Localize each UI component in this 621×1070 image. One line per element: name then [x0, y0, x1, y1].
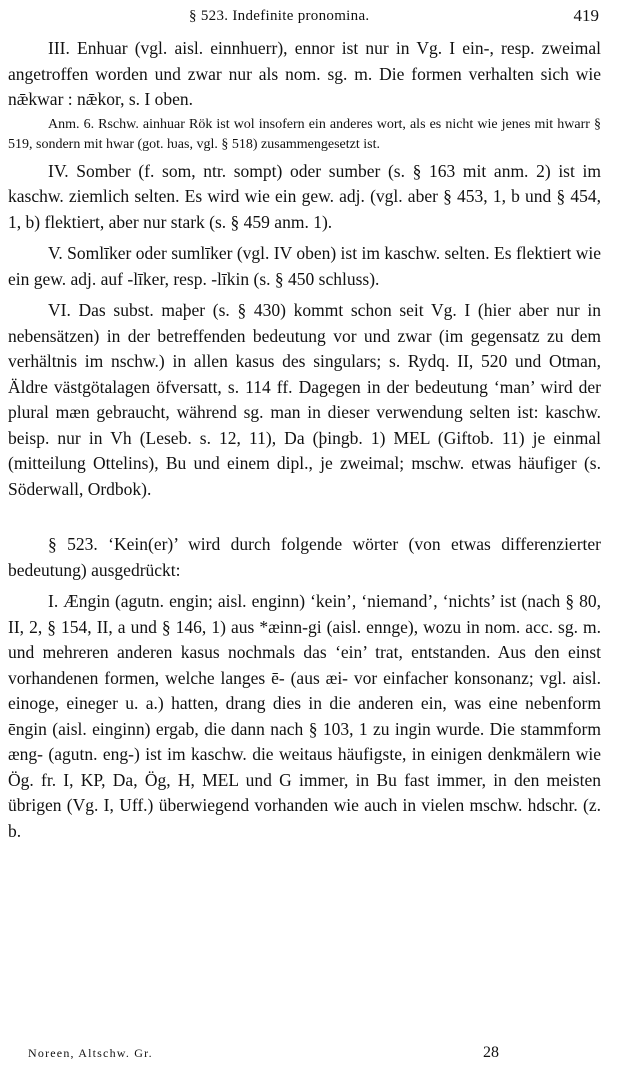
- sheet-number: 28: [483, 1044, 499, 1061]
- paragraph-vi-mather: VI. Das subst. maþer (s. § 430) kommt schon seit Vg. I (hier aber nur in nebensätzen) in der betreffenden bedeutung vor und zwar (im gegensatz zu dem verhältnis im nschw.) in allen kasus des singulars; s. Rydq. II, 520 und Otman, Äldre västgötalagen öfversatt, s. 114 ff. Dagegen in der bedeutung ‘man’ wird der plural mæn gebraucht, während sg. man in dieser verwendung selten ist: kaschw. beisp. nur in Vh (Leseb. s. 12, 11), Da (þingb. 1) MEL (Giftob. 11) je einmal (mitteilung Ottelins), Bu und einem dipl., je zweimal; mschw. etwas häufiger (s. Söderwall, Ordbok).: [8, 300, 601, 499]
- page-number: 419: [573, 6, 599, 25]
- running-header: [0, 6, 621, 28]
- paragraph-iv-somber: IV. Somber (f. som, ntr. sompt) oder sumber (s. § 163 mit anm. 2) ist im kaschw. ziemlich selten. Es wird wie ein gew. adj. (vgl. aber § 453, 1, b und § 454, 1, b) flektiert, aber nur stark (s. § 459 anm. 1).: [8, 160, 601, 232]
- section-gap: [8, 502, 601, 532]
- paragraph-i-aengin: I. Ængin (agutn. engin; aisl. enginn) ‘kein’, ‘niemand’, ‘nichts’ ist (nach § 80, II, 2, § 154, II, a und § 146, 1) aus *æinn-gi (aisl. ennge), wozu in nom. acc. sg. m. und mehreren anderen kasus nochmals das ‘ein’ trat, entstanden. Aus den einst vorhandenen formen, welche langes ē- (aus æi- vor einfacher konsonanz; vgl. aisl. einoge, eineger u. a.) hatten, drang dies in die anderen ein, was eine nebenform ēngin (aisl. einginn) ergab, die dann nach § 103, 1 zu ingin wurde. Die stammform æng- (agutn. eng-) ist im kaschw. die weitaus häufigste, in einigen denkmälern wie Ög. fr. I, KP, Da, Ög, H, MEL und G immer, in Bu fast immer, in den meisten übrigen (Vg. I, Uff.) überwiegend vorhanden wie auch in vielen mschw. hdschr. (z. b.: [8, 591, 601, 841]
- section-523-heading: § 523. ‘Kein(er)’ wird durch folgende wörter (von etwas differenzierter bedeutung) ausgedrückt:: [8, 534, 601, 580]
- page-body: [8, 36, 601, 844]
- printer-signature: Noreen, Altschw. Gr.: [28, 1046, 153, 1060]
- running-title: § 523. Indefinite pronomina.: [189, 8, 370, 24]
- note-anm-6: Anm. 6. Rschw. ainhuar Rök ist wol insofern ein anderes wort, als es nicht wie jenes mit hwarr § 519, sondern mit hwar (got. ƕas, vgl. § 518) zusammengesetzt ist.: [8, 116, 601, 152]
- paragraph-iii-enhuar: III. Enhuar (vgl. aisl. einnhuerr), ennor ist nur in Vg. I ein-, resp. zweimal angetroffen worden und zwar nur als nom. sg. m. Die formen verhalten sich wie nǣkwar : nǣkor, s. I oben.: [8, 38, 601, 109]
- page-footer: [28, 1046, 608, 1066]
- paragraph-v-somliker: V. Somlīker oder sumlīker (vgl. IV oben) ist im kaschw. selten. Es flektiert wie ein gew. adj. auf -līker, resp. -līkin (s. § 450 schluss).: [8, 243, 601, 289]
